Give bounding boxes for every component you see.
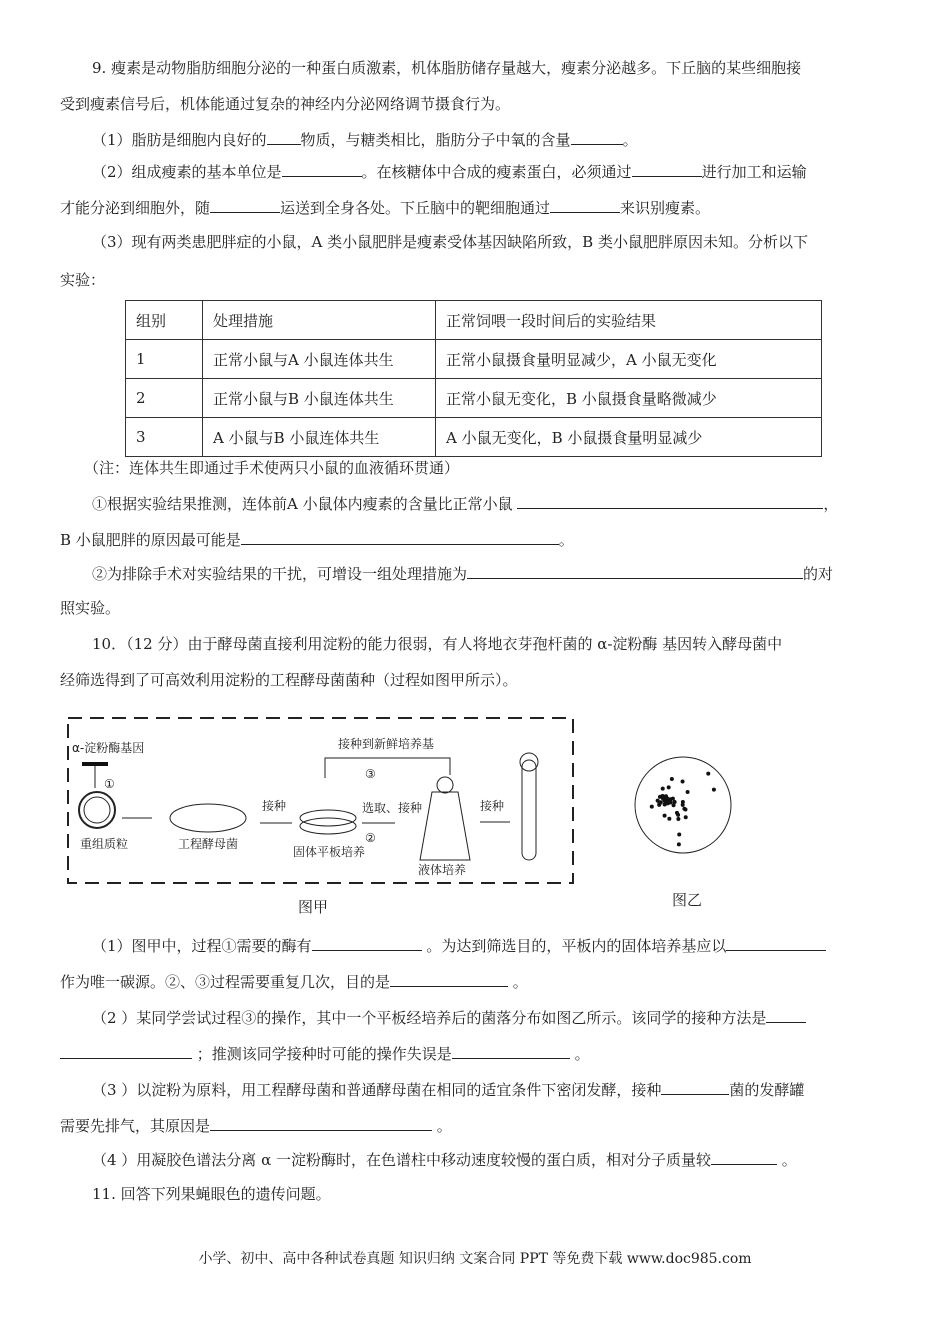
colony-dot [663, 814, 667, 818]
q10-part3-cont: 需要先排气，其原因是 。 [60, 1117, 452, 1135]
colony-dot [676, 817, 680, 821]
q10-part1: （1）图甲中，过程①需要的酶有 。为达到筛选目的，平板内的固体培养基应以 [92, 936, 826, 956]
colony-dot [677, 842, 681, 846]
svg-text:图甲: 图甲 [298, 898, 329, 916]
colony-dot [681, 779, 685, 783]
colony-dot [676, 813, 680, 817]
q9-part2-cont: 才能分泌到细胞外，随 运送到全身各处。下丘脑中的靶细胞通过 来识别瘦素。 [60, 199, 711, 217]
svg-text:接种: 接种 [480, 799, 505, 813]
q10-part2: （2 ）某同学尝试过程③的操作，其中一个平板经培养后的菌落分布如图乙所示。该同学的接种方法是 [92, 1008, 806, 1028]
colony-dot [712, 788, 716, 792]
table-header: 组别 处理措施 正常饲喂一段时间后的实验结果 [126, 301, 822, 340]
svg-text:α-淀粉酶基因: α-淀粉酶基因 [72, 741, 145, 755]
colony-dot [673, 800, 677, 804]
q9-part3-cont: 实验： [60, 271, 106, 289]
q9-part2: （2）组成瘦素的基本单位是 。在核糖体中合成的瘦素蛋白，必须通过 进行加工和运输 [92, 163, 807, 181]
svg-text:接种到新鲜培养基: 接种到新鲜培养基 [338, 737, 435, 751]
colony-dot [677, 832, 681, 836]
q10-part1-cont: 作为唯一碳源。②、③过程需要重复几次，目的是 。 [60, 973, 528, 991]
table-row: 2 正常小鼠与B 小鼠连体共生 正常小鼠无变化，B 小鼠摄食量略微减少 [126, 379, 822, 418]
svg-text:③: ③ [365, 767, 376, 781]
q9-sub1: ①根据实验结果推测，连体前A 小鼠体内瘦素的含量比正常小鼠 ， [92, 495, 839, 513]
svg-text:固体平板培养: 固体平板培养 [293, 845, 366, 859]
colony-dot [681, 803, 685, 807]
colony-dot [683, 808, 687, 812]
colony-dot [661, 794, 665, 798]
svg-text:液体培养: 液体培养 [418, 863, 467, 877]
q9-text: 受到瘦素信号后，机体能通过复杂的神经内分泌网络调节摄食行为。 [60, 95, 511, 113]
q9-sub1-cont: B 小鼠肥胖的原因最可能是 。 [60, 531, 574, 549]
q10-text: 10．（12 分）由于酵母菌直接利用淀粉的能力很弱，有人将地衣芽孢杆菌的 α-淀粉酶 基因转入酵母菌中 [92, 635, 783, 653]
process-figure [60, 700, 760, 920]
svg-text:工程酵母菌: 工程酵母菌 [178, 837, 239, 851]
svg-text:①: ① [104, 777, 115, 791]
colony-dot [706, 772, 710, 776]
q9-sub2: ②为排除手术对实验结果的干扰，可增设一组处理措施为 的对 [92, 565, 834, 583]
svg-text:重组质粒: 重组质粒 [80, 837, 129, 851]
colony-dot [666, 801, 670, 805]
q10-part2-cont: ；推测该同学接种时可能的操作失误是 。 [60, 1044, 590, 1064]
q10-part3: （3 ）以淀粉为原料，用工程酵母菌和普通酵母菌在相同的适宜条件下密闭发酵，接种 菌的发酵罐 [92, 1081, 805, 1099]
footer: 小学、初中、高中各种试卷真题 知识归纳 文案合同 PPT 等免费下载 www.doc985.com [198, 1251, 752, 1267]
colony-dot [667, 785, 671, 789]
colony-dot [684, 815, 688, 819]
q10-text: 经筛选得到了可高效利用淀粉的工程酵母菌菌种（过程如图甲所示）。 [60, 671, 518, 689]
colony-dot [671, 797, 675, 801]
svg-text:图乙: 图乙 [672, 891, 703, 909]
q9-part1: （1）脂肪是细胞内良好的 物质，与糖类相比，脂肪分子中氧的含量 。 [92, 131, 638, 149]
colony-dot [650, 805, 654, 809]
colony-dot [686, 790, 690, 794]
q10-part4: （4 ）用凝胶色谱法分离 α 一淀粉酶时，在色谱柱中移动速度较慢的蛋白质，相对分子质量较 。 [92, 1151, 797, 1169]
table-note: （注：连体共生即通过手术使两只小鼠的血液循环贯通） [84, 459, 460, 477]
colony-dot [659, 800, 663, 804]
colony-dot [661, 787, 665, 791]
svg-text:接种: 接种 [262, 799, 287, 813]
colony-dot [667, 817, 671, 821]
q11-text: 11. 回答下列果蝇眼色的遗传问题。 [92, 1185, 331, 1203]
experiment-table [125, 300, 822, 457]
colony-dot [670, 777, 674, 781]
q9-sub2-cont: 照实验。 [60, 599, 121, 617]
q9-text: 9. 瘦素是动物脂肪细胞分泌的一种蛋白质激素，机体脂肪储存量越大，瘦素分泌越多。下丘脑的某些细胞接 [92, 59, 802, 77]
svg-text:选取、接种: 选取、接种 [362, 801, 423, 815]
table-row: 1 正常小鼠与A 小鼠连体共生 正常小鼠摄食量明显减少，A 小鼠无变化 [126, 340, 822, 379]
table-row: 3 A 小鼠与B 小鼠连体共生 A 小鼠无变化，B 小鼠摄食量明显减少 [126, 418, 822, 457]
q9-part3: （3）现有两类患肥胖症的小鼠，A 类小鼠肥胖是瘦素受体基因缺陷所致，B 类小鼠肥胖原因未知。分析以下 [92, 233, 808, 251]
svg-text:②: ② [365, 831, 376, 845]
